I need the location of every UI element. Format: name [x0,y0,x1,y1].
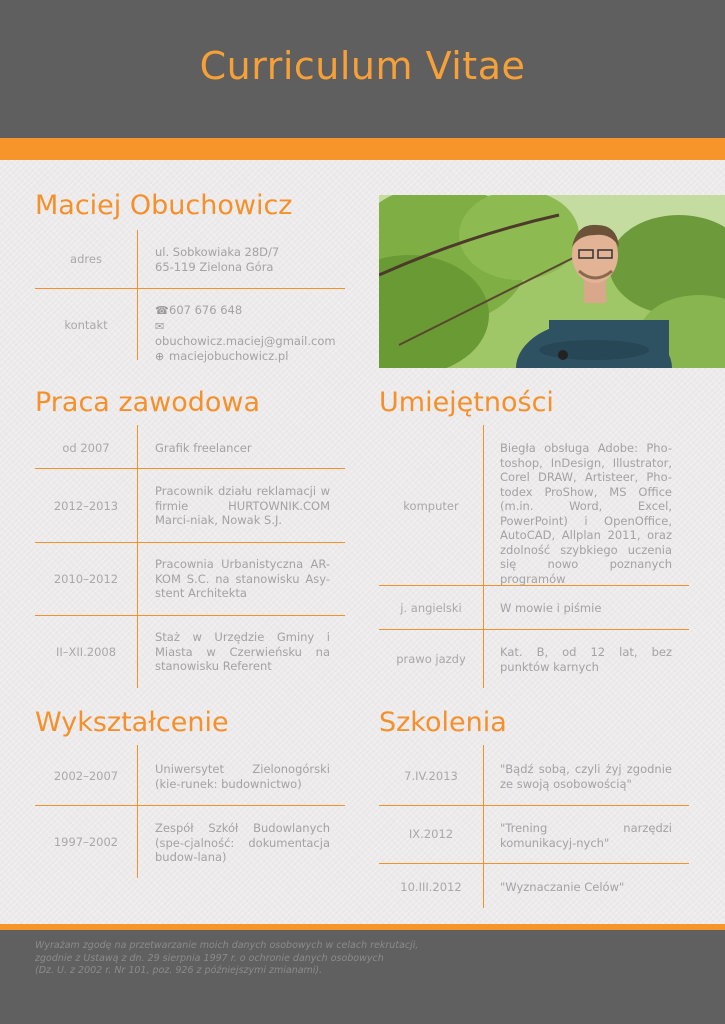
divider-vertical [137,230,138,360]
header-accent-bar [0,138,725,160]
training-desc-2: "Trening narzędzi komunikacyj-nych" [500,821,672,850]
profile-photo-illustration [379,195,725,368]
work-desc-4: Staż w Urzędzie Gminy i Miasta w Czerwieńsku na stanowisku Referent [155,630,330,673]
training-desc-1: "Bądź sobą, czyli żyj zgodnie ze swoją osobowością" [500,762,672,791]
education-desc-1: Uniwersytet Zielonogórski (kie-runek: budownictwo) [155,762,330,791]
divider-horizontal [35,615,345,616]
skill-label-2: j. angielski [400,601,462,615]
contact-label: kontakt [64,318,108,332]
training-section-title: Szkolenia [379,707,507,738]
work-date-3: 2010–2012 [53,572,119,586]
work-section-title: Praca zawodowa [35,387,261,418]
page-title: Curriculum Vitae [199,44,526,88]
phone-number: 607 676 648 [169,303,243,317]
divider-horizontal [379,629,689,630]
skill-desc-2: W mowie i piśmie [500,601,602,615]
divider-vertical [137,745,138,878]
training-date-2: IX.2012 [408,827,454,841]
divider-horizontal [379,805,689,806]
divider-horizontal [35,542,345,543]
divider-vertical [483,745,484,908]
work-desc-2: Pracownik działu reklamacji w firmie HURTOWNIK.COM Marci-niak, Nowak S.J. [155,484,330,527]
profile-photo [379,195,725,368]
website-link[interactable]: maciejobuchowicz.pl [169,348,289,363]
person-name: Maciej Obuchowicz [35,190,293,221]
consent-line-2: zgodnie z Ustawą z dn. 29 sierpnia 1997 r. o ochronie danych osobowych [35,952,384,964]
divider-vertical [483,425,484,688]
divider-vertical [137,425,138,688]
skills-section-title: Umiejętności [379,387,554,418]
skill-label-3: prawo jazdy [396,652,466,666]
address-line-1: ul. Sobkowiaka 28D/7 [155,245,280,259]
training-date-3: 10.III.2012 [400,880,462,894]
globe-icon: ⊕ [155,349,165,363]
work-date-4: II–XII.2008 [55,645,117,659]
consent-clause [35,940,485,978]
email-link[interactable]: obuchowicz.maciej@gmail.com [155,334,336,348]
divider-horizontal [379,863,689,864]
consent-line-3: (Dz. U. z 2002 r. Nr 101, poz. 926 z późniejszymi zmianami). [35,965,323,976]
divider-horizontal [35,805,345,806]
website-line[interactable] [155,349,345,365]
skill-desc-1: Biegła obsługa Adobe: Pho-toshop, InDesign, Illustrator, Corel DRAW, Artisteer, Pho-todex ProShow, MS Office (m.in. Word, Excel, PowerPoint) i OpenOffice, AutoCAD, Allplan 2011, oraz zdolność szybkiego uczenia się nowo poznanych programów [500,441,672,586]
address-label: adres [70,252,102,266]
skill-label-1: komputer [403,499,459,513]
education-section-title: Wykształcenie [35,707,229,738]
divider-horizontal [35,288,345,289]
envelope-icon: ✉ [155,319,165,333]
work-date-1: od 2007 [62,441,110,455]
email-line[interactable] [155,319,345,349]
skill-desc-3: Kat. B, od 12 lat, bez punktów karnych [500,645,672,674]
divider-horizontal [35,468,345,469]
phone-icon: ☎ [155,304,169,317]
education-date-2: 1997–2002 [53,835,119,849]
training-date-1: 7.IV.2013 [404,769,458,783]
education-desc-2: Zespół Szkół Budowlanych (spe-cjalność: dokumentacja budow-lana) [155,821,330,864]
address-line-2: 65-119 Zielona Góra [155,259,274,274]
work-desc-1: Grafik freelancer [155,441,252,455]
footer-accent-bar [0,924,725,930]
contact-value [155,303,345,364]
work-date-2: 2012–2013 [53,499,119,513]
consent-line-1: Wyrażam zgodę na przetwarzanie moich danych osobowych w celach rekrutacji, [35,940,419,951]
phone-line [155,303,345,319]
education-date-1: 2002–2007 [53,769,119,783]
address-value [155,245,345,274]
training-desc-3: "Wyznaczanie Celów" [500,880,625,894]
work-desc-3: Pracownia Urbanistyczna AR-KOM S.C. na stanowisku Asy-stent Architekta [155,557,330,600]
